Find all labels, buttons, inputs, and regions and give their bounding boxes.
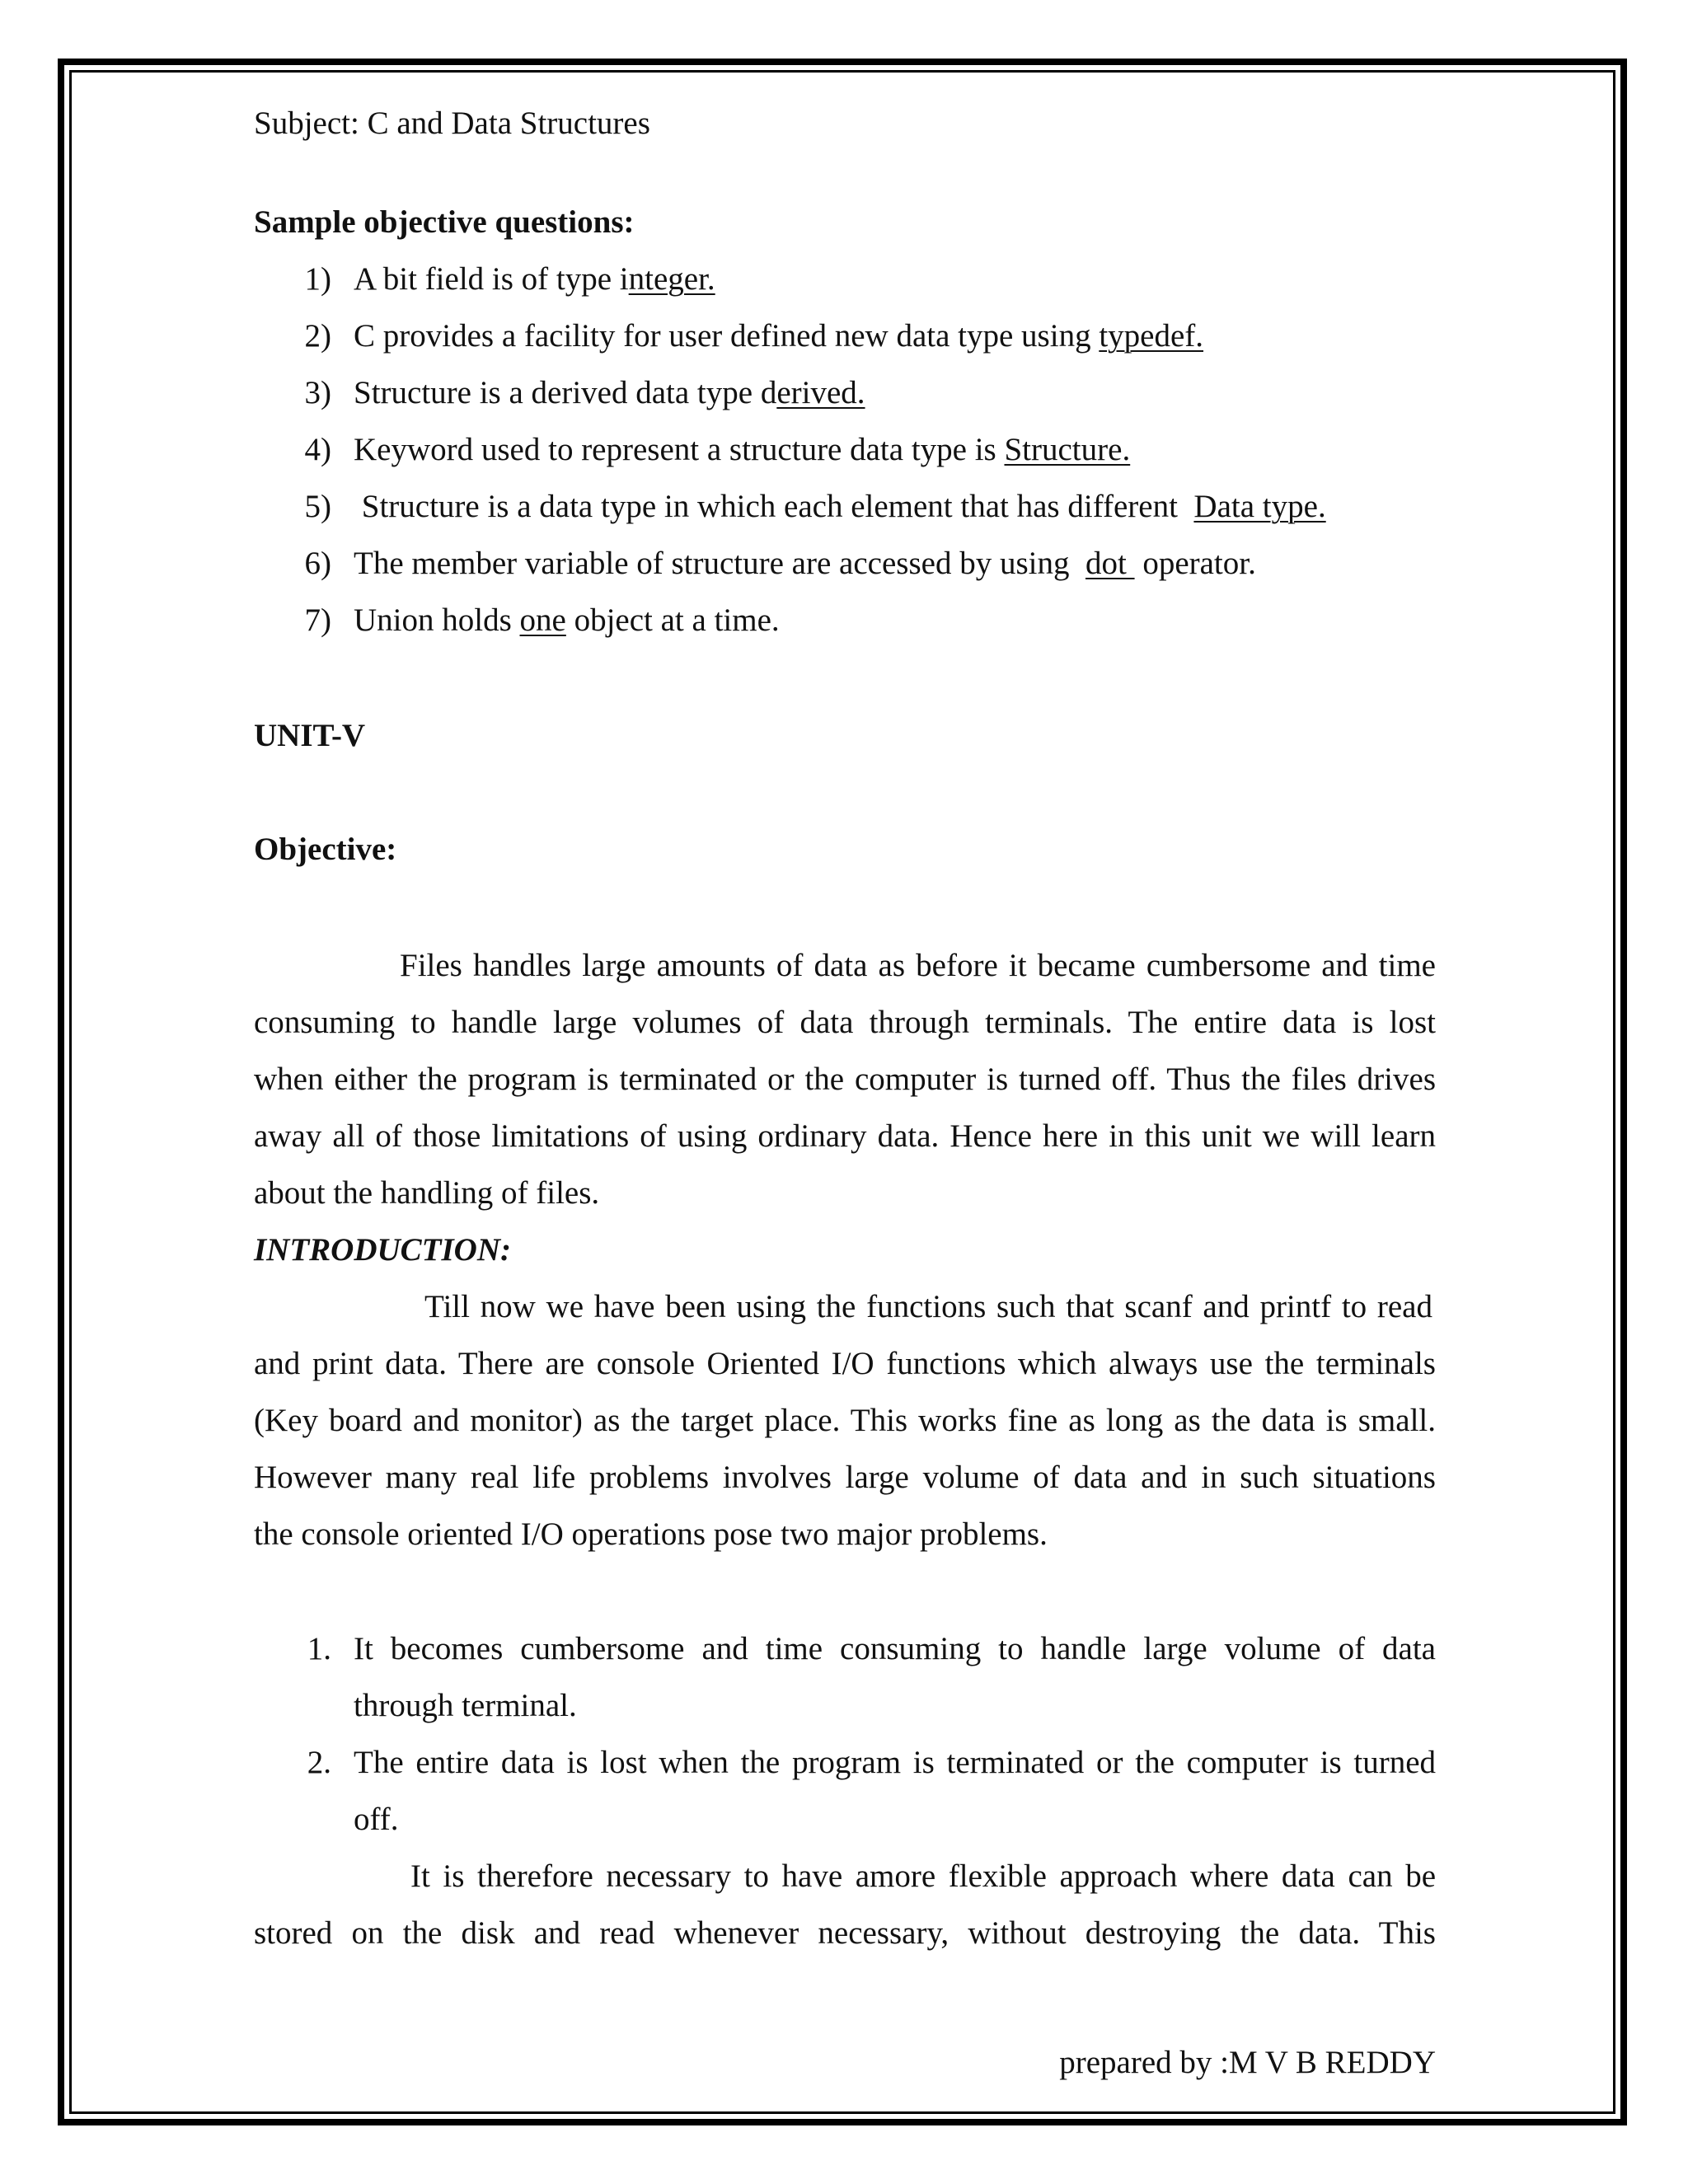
answer-underline: erived. bbox=[776, 375, 865, 410]
introduction-heading: INTRODUCTION: bbox=[254, 1232, 511, 1268]
question-text: C provides a facility for user defined new data type using typedef. bbox=[354, 318, 1204, 354]
list-number: 2. bbox=[307, 1745, 331, 1780]
question-text: A bit field is of type integer. bbox=[354, 261, 715, 297]
footer-author: prepared by :M V B REDDY bbox=[1059, 2045, 1436, 2080]
list-item-line: through terminal. bbox=[354, 1688, 577, 1723]
question-text: The member variable of structure are accessed by using dot operator. bbox=[354, 546, 1256, 581]
paragraph-line: and print data. There are console Oriented I/O functions which always use the terminals bbox=[254, 1346, 1436, 1381]
list-item-line: It becomes cumbersome and time consuming to handle large volume of data bbox=[354, 1631, 1436, 1666]
paragraph-line: when either the program is terminated or the computer is turned off. Thus the files drives bbox=[254, 1062, 1436, 1097]
paragraph-line: the console oriented I/O operations pose two major problems. bbox=[254, 1516, 1048, 1552]
paragraph-line: about the handling of files. bbox=[254, 1175, 600, 1211]
objective-heading: Objective: bbox=[254, 832, 397, 867]
paragraph-line: However many real life problems involves large volume of data and in such situations bbox=[254, 1460, 1436, 1495]
unit-heading: UNIT-V bbox=[254, 718, 366, 753]
answer-underline: nteger. bbox=[628, 261, 715, 297]
question-number: 5) bbox=[304, 489, 331, 524]
question-number: 4) bbox=[304, 432, 331, 467]
question-text: Keyword used to represent a structure data type is Structure. bbox=[354, 432, 1131, 467]
paragraph-line: Till now we have been using the functions such that scanf and printf to read bbox=[424, 1289, 1432, 1324]
question-text: Structure is a derived data type derived. bbox=[354, 375, 865, 410]
question-number: 6) bbox=[304, 546, 331, 581]
list-number: 1. bbox=[307, 1631, 331, 1666]
paragraph-line: away all of those limitations of using ordinary data. Hence here in this unit we will learn bbox=[254, 1118, 1436, 1154]
answer-underline: Data type. bbox=[1193, 489, 1326, 524]
answer-underline: Structure. bbox=[1004, 432, 1131, 467]
question-number: 2) bbox=[304, 318, 331, 354]
question-text: Structure is a data type in which each element that has different Data type. bbox=[354, 489, 1326, 524]
question-number: 7) bbox=[304, 602, 331, 638]
question-number: 3) bbox=[304, 375, 331, 410]
paragraph-line: (Key board and monitor) as the target place. This works fine as long as the data is small. bbox=[254, 1403, 1436, 1438]
paragraph-line: It is therefore necessary to have amore flexible approach where data can be bbox=[410, 1858, 1436, 1894]
list-item-line: off. bbox=[354, 1802, 399, 1837]
answer-underline: typedef. bbox=[1099, 318, 1204, 354]
sample-questions-heading: Sample objective questions: bbox=[254, 204, 635, 240]
subject-line: Subject: C and Data Structures bbox=[254, 105, 650, 141]
paragraph-line: consuming to handle large volumes of data through terminals. The entire data is lost bbox=[254, 1005, 1436, 1040]
question-number: 1) bbox=[304, 261, 331, 297]
list-item-line: The entire data is lost when the program is terminated or the computer is turned bbox=[354, 1745, 1436, 1780]
paragraph-line: stored on the disk and read whenever necessary, without destroying the data. This bbox=[254, 1915, 1436, 1951]
paragraph-line: Files handles large amounts of data as before it became cumbersome and time bbox=[400, 948, 1436, 983]
question-text: Union holds one object at a time. bbox=[354, 602, 780, 638]
answer-underline: dot bbox=[1085, 546, 1135, 581]
answer-underline: one bbox=[519, 602, 566, 638]
